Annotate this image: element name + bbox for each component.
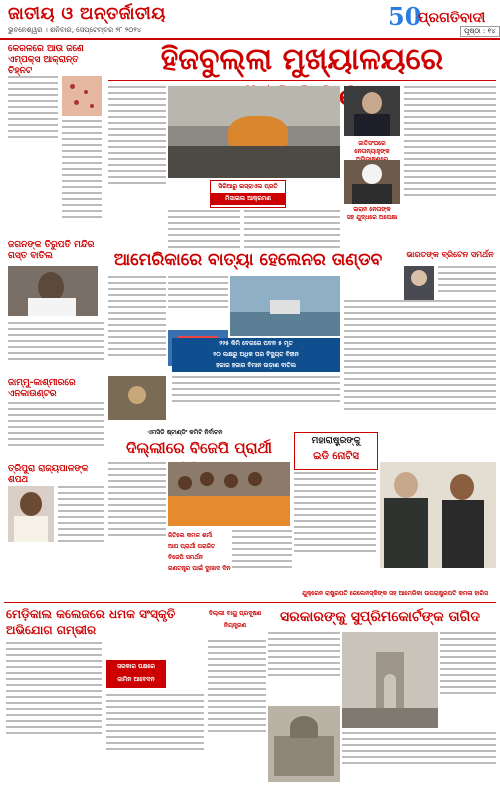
pollution-kicker: ଦିଲ୍ଲୀ ବାୟୁ ପ୍ରଦୂଷଣ [208, 610, 262, 617]
sc-body-4 [342, 732, 496, 782]
hurricane-body-2 [168, 276, 228, 328]
lead-red-box [210, 180, 286, 208]
page-label: ପୃଷ୍ଠା : ୧୪ [460, 26, 500, 37]
hurricane-stat3: ହଜାର ହଜାର ବିମାନ ଉଡ଼ାଣ ବାତିଲ [216, 362, 296, 369]
hurricane-header [108, 248, 388, 272]
story4-body [58, 486, 104, 566]
iran-caption [344, 206, 400, 222]
iran-caption-line1: ଇରାନ ନେତାଙ୍କ [353, 206, 391, 213]
paper-name: ପ୍ରଗତିବାଦୀ [418, 10, 486, 26]
story4-headline: ତ୍ରିପୁରା ରାଜ୍ୟପାଳଙ୍କ ଶପଥ [8, 464, 89, 485]
story3-body [8, 402, 104, 472]
medical-red-box-line1: ସରକାର ପକ୍ଷରେ [117, 663, 155, 670]
uk-headline: ଭାରତଙ୍କ ବ୍ରିଟେନ ସମର୍ଥନ [406, 250, 494, 259]
hurricane-stat1: ୨୨୫ କିମି ବେଗରେ ପବନ ୫ ମୃତ [219, 340, 293, 347]
story1-headline: କେରଳରେ ଆଉ ଜଣେ ଏମ୍‌ପକ୍ସ ଆକ୍ରାନ୍ତ ଚିହ୍ନଟ [8, 44, 84, 76]
lead-red-box-line2: ମିସାଇଲ ଆକ୍ରମଣ [211, 193, 285, 205]
story3-headline: ଜାମ୍ମୁ-କାଶ୍ମୀରରେ ଏନକାଉଣ୍ଟର [8, 378, 76, 399]
lead-rule [108, 80, 496, 81]
lead-photo-strike [168, 86, 340, 178]
dateline: ଭୁବନେଶ୍ୱର । ଶନିବାର, ସେପ୍ଟେମ୍ବର ୨୮ ୨୦୨୪ [8, 26, 142, 34]
jagan-photo [8, 266, 98, 316]
hurricane-stat2: ୧୦ ଲକ୍ଷରୁ ଅଧିକ ଘର ବିଦ୍ୟୁତ ବିହୀନ [213, 351, 299, 358]
medical-red-box-line2: ଜାମିନ ଆବେଦନ [117, 676, 155, 683]
delhi-body-2 [232, 530, 292, 590]
maharashtra-body [294, 472, 376, 588]
delhi-quote-3: ବିଜେପି ସମର୍ଥନ [168, 554, 203, 561]
bottom-rule [4, 602, 496, 603]
iran-photo [344, 160, 400, 204]
anniversary-logo: 50 [388, 2, 422, 31]
section-title: ଜାତୀୟ ଓ ଅନ୍ତର୍ଜାତୀୟ [8, 4, 166, 24]
uk-pm-photo [404, 266, 434, 300]
delhi-quote-4: ଗଣତନ୍ତ୍ର ପାଇଁ ଦୁଃଖଦ ଦିନ [168, 565, 231, 572]
lead-body-1 [108, 86, 166, 236]
masthead [0, 0, 500, 40]
supreme-court-photo [268, 706, 340, 782]
governor-photo [8, 486, 54, 542]
story2-headline: ଜଗନଙ୍କ ତିରୁପତି ମନ୍ଦିର ଗସ୍ତ ବାତିଲ [8, 240, 95, 261]
harris-zelensky-photo [380, 462, 496, 568]
sc-body-3 [440, 632, 496, 732]
medical-body-2 [106, 694, 204, 782]
maharashtra-headline-bottom: ଇଡି ନୋଟିସ [313, 451, 359, 462]
medical-red-box [106, 660, 166, 688]
hurricane-headline: ଆମେରିକାରେ ବାତ୍ୟା ହେଲେନର ତାଣ୍ଡବ [113, 250, 383, 270]
delhi-headline: ଦିଲ୍ଲୀରେ ବିଜେପି ପ୍ରାର୍ଥୀ [126, 439, 272, 457]
lead-headline: ହିଜବୁଲ୍ଲା ମୁଖ୍ୟାଳୟରେ [160, 42, 444, 77]
story2-body [8, 322, 104, 382]
hurricane-stats-box [172, 338, 340, 372]
delhi-photo-celebration [168, 462, 290, 526]
sc-body-2 [268, 632, 340, 702]
hurricane-photo-rescue [108, 376, 166, 420]
mpox-photo [62, 76, 102, 116]
hurricane-body-3 [172, 376, 340, 420]
pollution-kicker-box [208, 608, 262, 634]
netanyahu-caption-line1: ଜାତିସଂଘରେ ନେତାନ୍ୟାହୁଙ୍କ [354, 140, 390, 155]
netanyahu-photo [344, 86, 400, 136]
delhi-quote-1: ଜିତିଲେ କମଳ ଶର୍ମା [168, 532, 213, 539]
delhi-kicker-wrap [108, 428, 262, 438]
delhi-body-1 [108, 462, 166, 572]
lead-body-4 [404, 86, 496, 246]
story1-body [8, 76, 58, 170]
sc-headline: ସରକାରଙ୍କୁ ସୁପ୍ରିମକୋର୍ଟଙ୍କ ତାଗିଦ [280, 609, 480, 625]
left-column [6, 44, 104, 524]
delhi-kicker: ଏମସିଡି ଷ୍ଟାଣ୍ଡିଂ କମିଟି ନିର୍ବାଚନ [147, 429, 223, 436]
delhi-quote-2: ଆପ ପ୍ରାର୍ଥୀ ପରାଜିତ [168, 543, 216, 550]
maharashtra-box [294, 432, 378, 470]
sc-body-1 [208, 640, 266, 782]
lead-red-box-line1: ସିରିଆରୁ ଇସ୍ରାଏଲ ପ୍ରତି [218, 183, 278, 190]
maharashtra-headline-top: ମହାରାଷ୍ଟ୍ରଙ୍କୁ [311, 436, 361, 446]
iran-caption-line2: ସହ ଯୁଦ୍ଧରେ ଅପେକ୍ଷା [346, 214, 398, 221]
harris-zelensky-caption: ଯୁକ୍ରେନ ରାଷ୍ଟ୍ରପତି ଜେଲେନସ୍କିଙ୍କ ସହ ଆମେରିକା ଉପରାଷ୍ଟ୍ରପତି କମଳା ହାରିସ [302, 590, 488, 597]
medical-body-1 [6, 642, 102, 782]
india-gate-photo [342, 632, 438, 728]
hurricane-photo-coast [230, 276, 340, 336]
pollution-kicker2: ନିୟନ୍ତ୍ରଣ [223, 622, 247, 629]
medical-headline: ମେଡ଼ିକାଲ କଲେଜରେ ଧମକ ସଂସ୍କୃତି ଅଭିଯୋଗ ଗମ୍ଭୀର [6, 607, 176, 637]
